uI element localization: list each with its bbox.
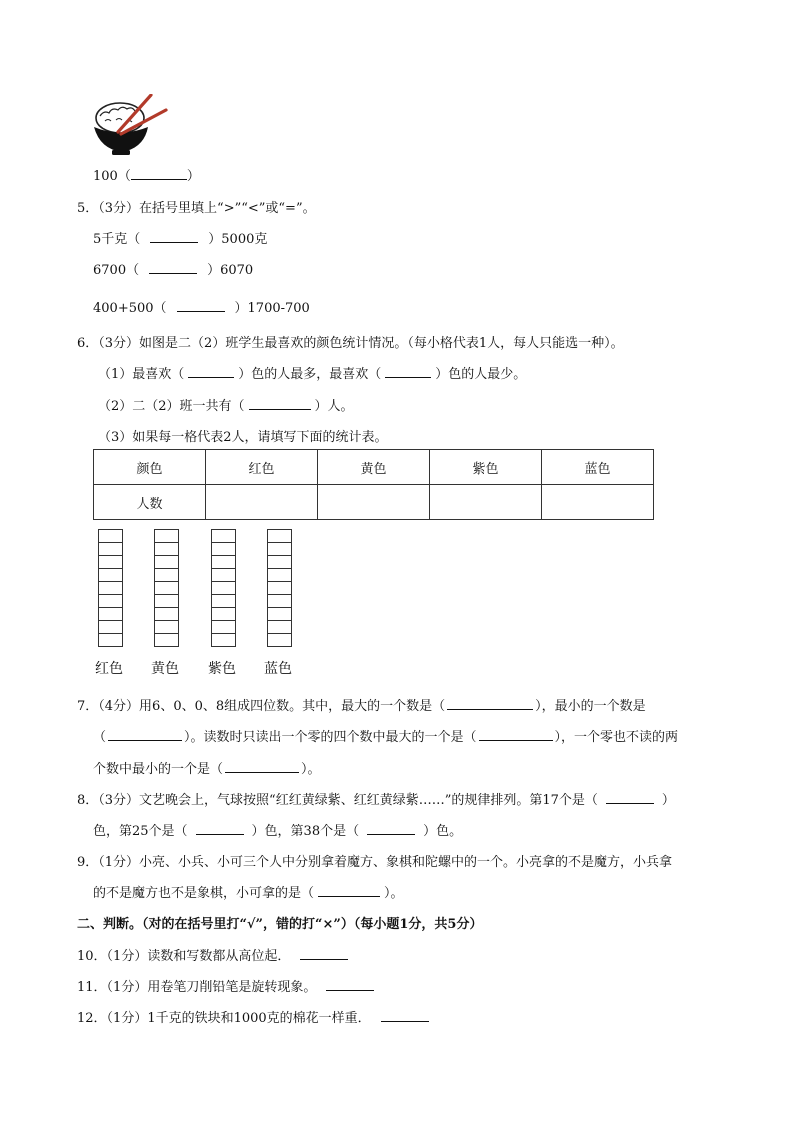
- answer-blank[interactable]: [606, 789, 654, 804]
- grid-cell: [155, 530, 178, 543]
- grid-cell: [268, 582, 291, 595]
- grid-cell: [99, 595, 122, 608]
- answer-blank[interactable]: [177, 297, 225, 312]
- grid-cell: [99, 621, 122, 634]
- table-header-cell: 蓝色: [542, 450, 654, 485]
- table-header-row: [94, 450, 654, 485]
- grid-cell: [155, 621, 178, 634]
- table-header-cell: 黄色: [318, 450, 430, 485]
- grid-cell: [268, 595, 291, 608]
- statistics-table: [93, 449, 654, 520]
- answer-blank[interactable]: [300, 945, 348, 960]
- grid-column-blue: [267, 529, 292, 647]
- q5-row-2: 6700（ ）6070: [93, 259, 253, 278]
- answer-blank[interactable]: [479, 726, 553, 741]
- table-cell-empty[interactable]: [206, 485, 318, 520]
- grid-cell: [268, 621, 291, 634]
- column-label-blue: 蓝色: [264, 661, 292, 677]
- answer-blank[interactable]: [225, 758, 299, 773]
- q5-row-1: 5千克（ ）5000克: [93, 228, 267, 247]
- grid-cell: [268, 556, 291, 569]
- grid-cell: [212, 582, 235, 595]
- grid-cell: [155, 608, 178, 621]
- question-10: 10．（1分）读数和写数都从高位起．: [77, 945, 348, 964]
- answer-blank[interactable]: [188, 363, 234, 378]
- q6-sub-2: （2）二（2）班一共有（ ）人。: [98, 395, 354, 414]
- question-8-line-1: 8．（3分）文艺晚会上，气球按照“红红黄绿紫、红红黄绿紫……”的规律排列。第17个是（ ）: [77, 789, 675, 808]
- answer-blank[interactable]: [149, 259, 197, 274]
- grid-column-red: [98, 529, 123, 647]
- question-8-line-2: 色，第25个是（ ）色，第38个是（ ）色。: [93, 820, 462, 839]
- section-heading-judgment: 二、判断。（对的在括号里打“√”，错的打“×”）（每小题1分，共5分）: [77, 917, 483, 932]
- grid-cell: [155, 543, 178, 556]
- grid-cell: [155, 595, 178, 608]
- question-11: 11．（1分）用卷笔刀削铅笔是旋转现象。: [77, 976, 374, 995]
- grid-cell: [212, 621, 235, 634]
- table-cell-empty[interactable]: [542, 485, 654, 520]
- grid-cell: [99, 556, 122, 569]
- answer-blank[interactable]: [367, 820, 415, 835]
- grid-cell: [212, 569, 235, 582]
- question-7-line-1: 7．（4分）用6、0、0、8组成四位数。其中，最大的一个数是（ ），最小的一个数是: [77, 695, 646, 714]
- question-6: 6．（3分）如图是二（2）班学生最喜欢的颜色统计情况。（每小格代表1人，每人只能选一种）。: [77, 336, 624, 351]
- grid-cell: [268, 634, 291, 646]
- question-7-line-2: （ ）。读数时只读出一个零的四个数中最大的一个是（ ），一个零也不读的两: [93, 726, 678, 745]
- grid-cell: [99, 634, 122, 646]
- grid-cell: [155, 556, 178, 569]
- q4-answer-line: 100（ ）: [93, 165, 200, 184]
- grid-cell: [99, 582, 122, 595]
- grid-cell: [99, 569, 122, 582]
- answer-blank[interactable]: [108, 726, 182, 741]
- answer-blank[interactable]: [150, 228, 198, 243]
- table-header-cell: 紫色: [430, 450, 542, 485]
- question-9-line-1: 9．（1分）小亮、小兵、小可三个人中分别拿着魔方、象棋和陀螺中的一个。小亮拿的不是魔方，小兵拿: [77, 855, 673, 870]
- question-12: 12．（1分）1千克的铁块和1000克的棉花一样重．: [77, 1007, 429, 1026]
- question-7-line-3: 个数中最小的一个是（ ）。: [93, 758, 321, 777]
- grid-cell: [99, 530, 122, 543]
- answer-blank[interactable]: [447, 695, 533, 710]
- answer-blank[interactable]: [385, 363, 431, 378]
- table-row-label: 人数: [94, 485, 206, 520]
- table-row: [94, 485, 654, 520]
- grid-cell: [268, 543, 291, 556]
- table-cell-empty[interactable]: [318, 485, 430, 520]
- table-cell-empty[interactable]: [430, 485, 542, 520]
- table-header-cell: 红色: [206, 450, 318, 485]
- column-label-red: 红色: [95, 661, 123, 677]
- grid-cell: [212, 543, 235, 556]
- grid-cell: [212, 556, 235, 569]
- grid-cell: [212, 595, 235, 608]
- answer-blank[interactable]: [381, 1007, 429, 1022]
- grid-cell: [99, 543, 122, 556]
- grid-cell: [155, 569, 178, 582]
- grid-cell: [155, 634, 178, 646]
- grid-cell: [212, 530, 235, 543]
- table-header-cell: 颜色: [94, 450, 206, 485]
- q6-sub-3: （3）如果每一格代表2人，请填写下面的统计表。: [98, 430, 388, 445]
- q5-row-3: 400+500（ ）1700-700: [93, 297, 310, 316]
- answer-blank[interactable]: [326, 976, 374, 991]
- question-9-line-2: 的不是魔方也不是象棋，小可拿的是（ ）。: [93, 882, 404, 901]
- grid-cell: [268, 569, 291, 582]
- column-label-yellow: 黄色: [151, 661, 179, 677]
- column-label-purple: 紫色: [208, 661, 236, 677]
- answer-blank[interactable]: [318, 882, 380, 897]
- grid-column-purple: [211, 529, 236, 647]
- rice-bowl-chopsticks-image: [88, 94, 170, 158]
- grid-cell: [268, 608, 291, 621]
- grid-column-yellow: [154, 529, 179, 647]
- answer-blank[interactable]: [196, 820, 244, 835]
- grid-cell: [268, 530, 291, 543]
- grid-cell: [212, 634, 235, 646]
- q6-sub-1: （1）最喜欢（ ）色的人最多，最喜欢（ ）色的人最少。: [98, 363, 526, 382]
- grid-cell: [99, 608, 122, 621]
- grid-cell: [212, 608, 235, 621]
- grid-cell: [155, 582, 178, 595]
- question-5: 5．（3分）在括号里填上“>”“<”或“=”。: [77, 201, 316, 216]
- answer-blank[interactable]: [249, 395, 311, 410]
- answer-blank[interactable]: [131, 165, 187, 180]
